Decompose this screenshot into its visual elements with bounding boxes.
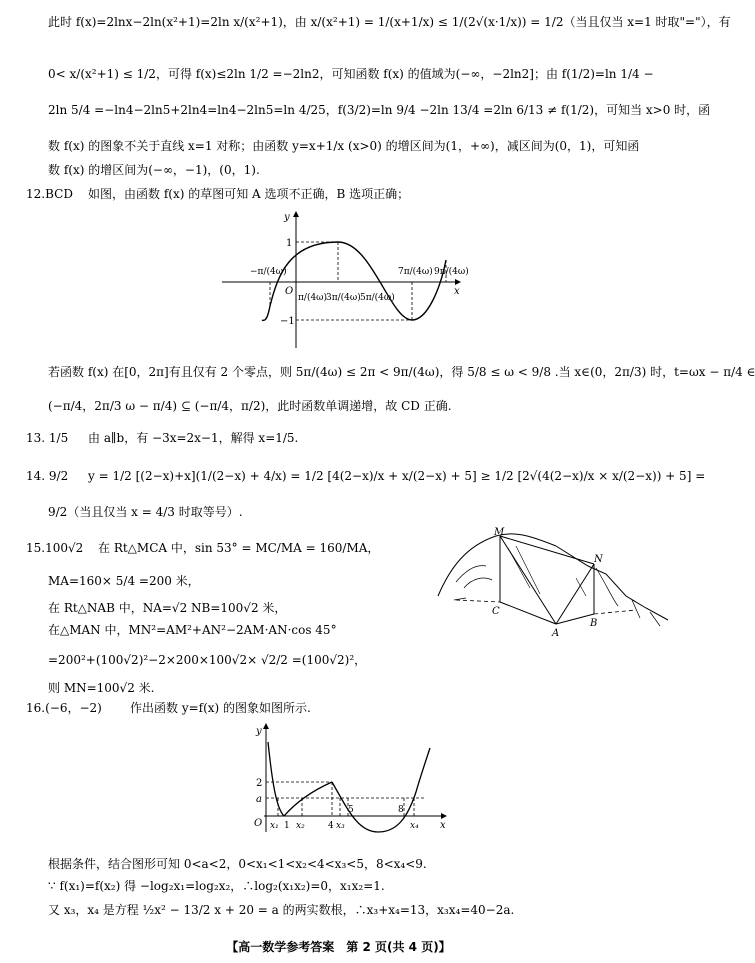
sine-curve <box>262 242 446 320</box>
point-C: C <box>492 606 500 617</box>
sine-figure <box>222 210 469 350</box>
tick-x1: x₁ <box>270 821 279 831</box>
tick-9pi-4w: 9π/(4ω) <box>434 267 469 277</box>
q16-line-1: 作出函数 y=f(x) 的图象如图所示. <box>130 701 311 715</box>
q13-number: 13. 1/5 <box>26 431 69 445</box>
point-M: M <box>494 527 505 538</box>
q15-number: 15.100√2 <box>26 541 84 555</box>
tick-a: a <box>256 794 262 805</box>
tick-5pi-4w: 5π/(4ω) <box>360 293 395 303</box>
q11-line-3: 2ln 5/4 =−ln4−2ln5+2ln4=ln4−2ln5=ln 4/25，f(3/2)=ln 9/4 −2ln 13/4 =2ln 6/13 ≠ f(1/2)，可知当 x>0 时，函 <box>48 103 711 117</box>
q13-answer: 1/5 <box>48 431 69 445</box>
q11-line-4: 数 f(x) 的图象不关于直线 x=1 对称；由函数 y=x+1/x (x>0) 的增区间为(1，+∞)，减区间为(0，1)，可知函 <box>48 139 640 153</box>
q16-line-4: 又 x₃，x₄ 是方程 ½x² − 13/2 x + 20 = a 的两实数根，∴x₃+x₄=13，x₃x₄=40−2a. <box>48 903 515 917</box>
origin-label: O <box>254 818 263 829</box>
q16-number: 16.(−6，−2) <box>26 701 102 715</box>
q11-line-5: 数 f(x) 的增区间为(−∞，−1)，(0，1). <box>48 163 260 177</box>
q16-answer: (−6，−2) <box>45 701 102 715</box>
x-label: x <box>454 286 460 297</box>
q12-number: 12.BCD <box>26 187 73 201</box>
tick-7pi-4w: 7π/(4ω) <box>398 267 433 277</box>
y-label: y <box>284 212 290 223</box>
tick-5: 5 <box>348 805 354 815</box>
q15-answer: 100√2 <box>45 541 84 555</box>
x-label: x <box>440 820 446 831</box>
tick-1: 1 <box>284 821 290 831</box>
y-label: y <box>256 726 262 737</box>
q13-line: 由 a∥b，有 −3x=2x−1，解得 x=1/5. <box>88 431 299 445</box>
q12-line-2: 若函数 f(x) 在[0，2π]有且仅有 2 个零点，则 5π/(4ω) ≤ 2π < 9π/(4ω)，得 5/8 ≤ ω < 9/8 .当 x∈(0，2π/3) 时，t=ωx − π/4 ∈ <box>48 365 755 379</box>
tick-one: 1 <box>286 238 293 249</box>
piecewise-figure <box>248 720 448 840</box>
mountain-figure <box>436 526 670 639</box>
q12-line-1: 如图，由函数 f(x) 的草图可知 A 选项不正确，B 选项正确； <box>88 187 410 201</box>
left-mountain-detail <box>454 566 492 600</box>
tick-x4: x₄ <box>410 821 419 831</box>
tick-neg-one: −1 <box>280 316 295 327</box>
curve-parabola <box>332 748 430 832</box>
q12-answer: BCD <box>45 187 73 201</box>
tick-x2: x₂ <box>296 821 305 831</box>
q11-line-1: 此时 f(x)=2lnx−2ln(x²+1)=2ln x/(x²+1)，由 x/(x²+1) = 1/(x+1/x) ≤ 1/(2√(x·1/x)) = 1/2（当且仅当 x=1 时取"="），有 <box>48 15 731 29</box>
right-mountain <box>556 546 668 620</box>
curve-rise <box>284 782 332 816</box>
q15-line-1: 在 Rt△MCA 中，sin 53° = MC/MA = 160/MA， <box>98 541 380 555</box>
q14-line-2: 9/2（当且仅当 x = 4/3 时取等号）. <box>48 505 243 519</box>
point-N: N <box>594 554 603 565</box>
left-mountain <box>438 534 556 596</box>
q15-line-4: 在△MAN 中，MN²=AM²+AN²−2AM·AN·cos 45° <box>48 623 337 637</box>
tick-neg-pi-4w: −π/(4ω) <box>250 267 287 277</box>
tick-3pi-4w: 3π/(4ω) <box>326 293 361 303</box>
point-A: A <box>552 628 560 639</box>
curve-log <box>268 742 284 816</box>
origin-label: O <box>285 286 294 297</box>
tick-pi-4w: π/(4ω) <box>298 293 328 303</box>
tick-4: 4 <box>328 821 334 831</box>
q11-line-2: 0< x/(x²+1) ≤ 1/2，可得 f(x)≤2ln 1/2 =−2ln2，可知函数 f(x) 的值域为(−∞，−2ln2]；由 f(1/2)=ln 1/4 − <box>48 67 654 81</box>
q15-line-6: 则 MN=100√2 米. <box>48 681 155 695</box>
tick-8: 8 <box>398 805 404 815</box>
q15-line-3: 在 Rt△NAB 中，NA=√2 NB=100√2 米， <box>48 601 287 615</box>
tick-2: 2 <box>256 778 263 789</box>
q14-line-1: y = 1/2 [(2−x)+x](1/(2−x) + 4/x) = 1/2 [4(2−x)/x + x/(2−x) + 5] ≥ 1/2 [2√(4(2−x)/x × x/(2−x)) + 5] = <box>88 469 706 483</box>
q12-line-3: (−π/4，2π/3 ω − π/4) ⊆ (−π/4，π/2)，此时函数单调递增，故 CD 正确. <box>48 399 452 413</box>
q14-number: 14. 9/2 <box>26 469 69 483</box>
q15-line-2: MA=160× 5/4 =200 米， <box>48 574 200 588</box>
page-footer: 【高一数学参考答案 第 2 页(共 4 页)】 <box>226 940 451 954</box>
q15-line-5: =200²+(100√2)²−2×200×100√2× √2/2 =(100√2)²， <box>48 653 367 667</box>
tick-x3: x₃ <box>336 821 345 831</box>
point-B: B <box>590 618 598 629</box>
q16-line-3: ∵ f(x₁)=f(x₂) 得 −log₂x₁=log₂x₂，∴log₂(x₁x₂)=0，x₁x₂=1. <box>48 879 385 893</box>
q16-line-2: 根据条件，结合图形可知 0<a<2，0<x₁<1<x₂<4<x₃<5，8<x₄<9. <box>48 857 427 871</box>
q14-answer: 9/2 <box>48 469 69 483</box>
